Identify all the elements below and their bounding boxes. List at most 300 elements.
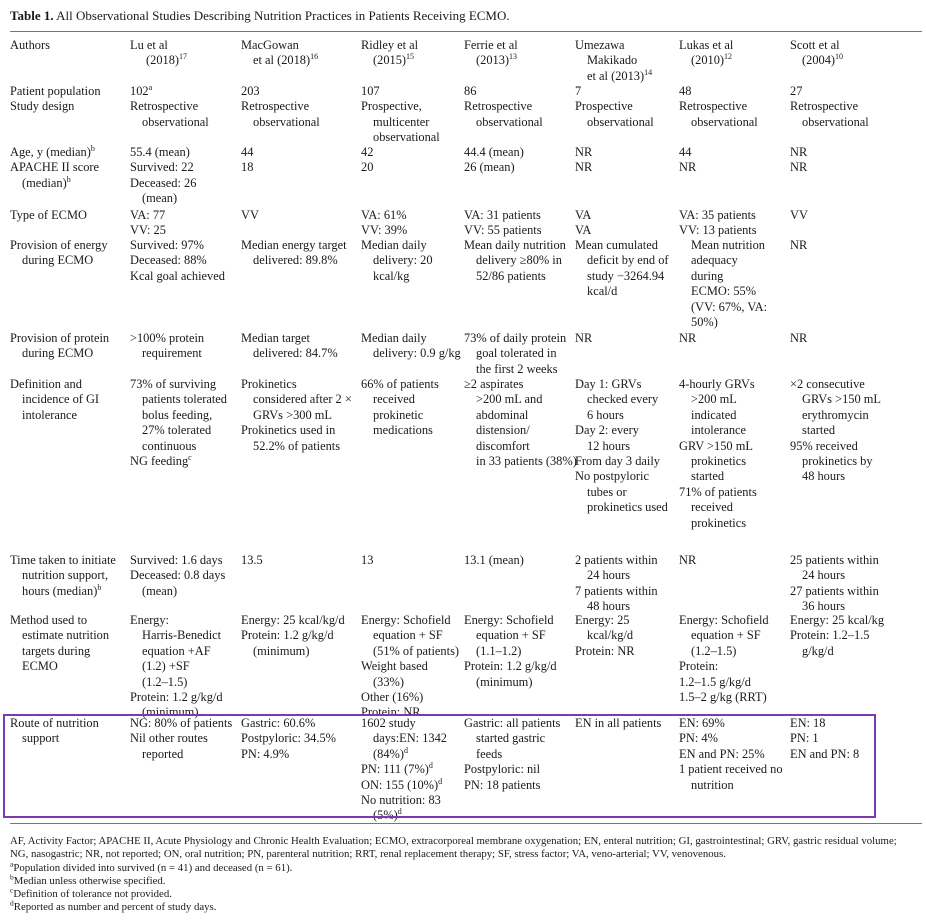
cell-line: NR (790, 160, 808, 175)
cell-line: observational (476, 114, 543, 129)
cell-line: Postpyloric: nil (464, 762, 541, 777)
cell-line: started (691, 469, 725, 484)
cell-line: 7 patients within (575, 583, 658, 598)
cell-line: et al $(2018)^{16}$ (253, 52, 319, 68)
footnote-abbreviations: AF, Activity Factor; APACHE II, Acute Physiology and Chronic Health Evaluation; ECMO, extracorporeal membrane oxygenation; EN, enteral nutrition; GI, gastrointestinal; GRV, gastric residual volume; NG, nasogastric; NR, not reported; ON, oral nutrition; PN, parenteral nutrition; RRT, renal replacement therapy; SF, stress factor; VA, veno-arterial; VV, venovenous. (10, 835, 897, 861)
cell-line: PN: 4.9% (241, 746, 290, 761)
cell-line: Postpyloric: 34.5% (241, 731, 336, 746)
cell-line: (median)$^b$ (22, 174, 71, 190)
row-label-ecmo-type (10, 208, 87, 223)
cell-line: targets during (22, 643, 91, 658)
cell-line: $(2013)^{13}$ (476, 52, 518, 68)
cell-line: NG feeding$^c$ (130, 452, 192, 469)
cell-energy-study-3 (361, 238, 433, 284)
cell-line: observational (373, 130, 440, 145)
cell-line: incidence of GI (22, 392, 100, 407)
cell-line: requirement (142, 346, 202, 361)
cell-line: observational (802, 114, 869, 129)
cell-line: VV: 13 patients (679, 223, 757, 238)
cell-line: Age, y (median)$^b$ (10, 143, 95, 159)
cell-target-method-study-4 (464, 613, 557, 690)
cell-line: Gastric: all patients (464, 716, 561, 730)
cell-line: PN: 4% (679, 731, 718, 746)
cell-line: ON: 155 $(10\%)^d$ (361, 776, 443, 792)
cell-line: Method used to (10, 613, 88, 627)
cell-line: No postpyloric (575, 469, 649, 484)
cell-line: (1.2–1.5) (691, 643, 737, 658)
cell-line: $(2004)^{10}$ (802, 52, 844, 68)
cell-line: Protein: NR (361, 705, 421, 720)
cell-line: medications (373, 423, 433, 438)
cell-line: (minimum) (253, 643, 310, 658)
cell-line: support (22, 731, 60, 746)
cell-line: intolerance (22, 407, 78, 422)
cell-line: PN: 18 patients (464, 777, 541, 792)
cell-line: feeds (476, 746, 503, 761)
cell-age-apache-study-7 (790, 145, 807, 176)
cell-line: 13.1 (mean) (464, 553, 524, 567)
cell-line: 48 (679, 84, 692, 98)
cell-line: (VV: 67%, VA: (691, 299, 768, 314)
cell-line: 203 (241, 84, 260, 98)
cell-line: ×2 consecutive (790, 377, 865, 391)
cell-line: Energy: (130, 613, 169, 627)
cell-line: EN: 69% (679, 716, 725, 730)
cell-authors-study-7 (790, 38, 843, 69)
cell-line: continuous (142, 438, 197, 453)
cell-line: 27 patients within (790, 583, 879, 598)
cell-line: Other (16%) (361, 690, 424, 705)
row-label-energy (10, 238, 108, 269)
footnote-note: $^d$Reported as number and percent of study days. (10, 898, 217, 914)
cell-line: nutrition (691, 777, 734, 792)
cell-line: APACHE II score (10, 160, 100, 175)
cell-line: Energy: 25 kcal/kg/d (241, 613, 345, 627)
cell-line: delivered: 84.7% (253, 346, 338, 361)
cell-line: prokinetics used (587, 500, 668, 515)
cell-gi-intolerance-study-4 (464, 377, 577, 469)
cell-line: Protein: 1.2 g/kg/d (241, 628, 334, 643)
cell-line: erythromycin (802, 407, 869, 422)
cell-line: Provision of protein (10, 331, 110, 345)
caption-label: Table 1. (10, 8, 54, 23)
cell-line: NR (575, 160, 593, 175)
cell-line: NR (790, 238, 808, 252)
cell-protein-study-6 (679, 331, 696, 346)
cell-gi-intolerance-study-3 (361, 377, 439, 439)
cell-line: 7 (575, 84, 582, 98)
cell-ecmo-type-study-1 (130, 208, 166, 239)
cell-line: Prokinetics (241, 377, 297, 391)
cell-line: adequacy (691, 253, 738, 268)
cell-line: NR (575, 331, 593, 345)
cell-line: 52/86 patients (476, 268, 546, 283)
cell-line: 42 (361, 145, 374, 159)
cell-line: 24 hours (802, 568, 846, 583)
cell-population-design-study-7 (790, 84, 869, 130)
cell-line: 107 (361, 84, 380, 98)
cell-line: Makikado (587, 53, 638, 68)
cell-gi-intolerance-study-6 (679, 377, 757, 531)
cell-line: (mean) (142, 191, 178, 206)
cell-line: Energy: 25 (575, 613, 630, 627)
cell-line: 44.4 (mean) (464, 145, 524, 159)
cell-line: VV: 25 (130, 223, 166, 238)
cell-line: $(2010)^{12}$ (691, 52, 733, 68)
cell-line: VV (790, 208, 808, 222)
cell-line: 44 (679, 145, 692, 159)
cell-line: 27% tolerated (142, 423, 212, 438)
cell-line: delivered: 89.8% (253, 253, 338, 268)
cell-line: Energy: Schofield (679, 613, 769, 627)
cell-time-to-initiate-study-7 (790, 553, 879, 615)
cell-line: From day 3 daily (575, 454, 661, 469)
cell-line: 52.2% of patients (253, 438, 341, 453)
cell-target-method-study-2 (241, 613, 345, 659)
cell-line: 55.4 (mean) (130, 145, 190, 159)
cell-line: hours (median)$^b$ (22, 582, 102, 598)
cell-line: Harris-Benedict (142, 628, 222, 643)
cell-line: checked every (587, 392, 659, 407)
cell-line: Retrospective (790, 99, 859, 114)
cell-line: 102$^a$ (130, 82, 153, 98)
cell-time-to-initiate-study-3 (361, 553, 373, 568)
cell-line: bolus feeding, (142, 407, 213, 422)
cell-line: Study design (10, 99, 75, 114)
cell-line: the first 2 weeks (476, 361, 558, 376)
cell-line: Protein: 1.2 g/kg/d (464, 659, 557, 674)
cell-line: multicenter (373, 114, 430, 129)
cell-population-design-study-6 (679, 84, 758, 130)
cell-ecmo-type-study-6 (679, 208, 757, 239)
cell-line: ECMO: 55% (691, 284, 757, 299)
row-label-population-design (10, 84, 101, 115)
cell-line: started gastric (476, 731, 546, 746)
cell-ecmo-type-study-2 (241, 208, 259, 223)
cell-line: equation +AF (142, 643, 211, 658)
cell-line: considered after 2 × (253, 392, 352, 407)
cell-line: (1.2) +SF (142, 659, 190, 674)
cell-line: Kcal goal achieved (130, 268, 225, 283)
cell-line: VA: 77 (130, 208, 166, 222)
cell-line: Time taken to initiate (10, 553, 116, 567)
cell-line: EN and PN: 8 (790, 746, 860, 761)
cell-line: in 33 patients (38%) (476, 454, 577, 469)
cell-population-design-study-4 (464, 84, 543, 130)
cell-ecmo-type-study-5 (575, 208, 591, 239)
cell-line: GRVs >150 mL (802, 392, 881, 407)
cell-authors-study-2 (241, 38, 318, 69)
route-row-highlight-box (3, 714, 876, 818)
footnote-note: $^a$Population divided into survived (n = 41) and deceased (n = 61). (10, 859, 293, 874)
cell-line: Prospective, (361, 99, 422, 114)
cell-line: NR (679, 331, 697, 345)
cell-line: Nil other routes (130, 731, 208, 746)
cell-line: Ferrie et al (464, 38, 518, 52)
cell-line: 26 (mean) (464, 160, 515, 175)
cell-line: equation + SF (691, 628, 761, 643)
cell-line: Protein: NR (575, 643, 635, 658)
cell-line: 66% of patients (361, 377, 439, 391)
cell-line: (33%) (373, 674, 404, 689)
cell-line: prokinetics by (802, 454, 873, 469)
cell-time-to-initiate-study-6 (679, 553, 696, 568)
cell-line: 12 hours (587, 438, 631, 453)
cell-line: Prokinetics used in (241, 423, 336, 438)
caption-text: All Observational Studies Describing Nutrition Practices in Patients Receiving ECMO. (56, 8, 510, 23)
cell-line: tubes or (587, 484, 627, 499)
cell-line: GRV >150 mL (679, 438, 753, 453)
cell-line: GRVs >300 mL (253, 407, 332, 422)
cell-line: Prospective (575, 99, 633, 114)
cell-line: received (691, 500, 733, 515)
cell-line: ≥2 aspirates (464, 377, 524, 391)
cell-line: equation + SF (476, 628, 546, 643)
cell-line: 6 hours (587, 407, 624, 422)
cell-line: >200 mL and (476, 392, 543, 407)
cell-authors-study-1 (130, 38, 187, 69)
cell-age-apache-study-1 (130, 145, 196, 207)
cell-line: $(2018)^{17}$ (146, 52, 188, 68)
cell-line: Day 1: GRVs (575, 377, 642, 391)
cell-line: Lukas et al (679, 38, 734, 52)
cell-line: Energy: Schofield (361, 613, 451, 627)
cell-target-method-study-1 (130, 613, 223, 721)
cell-protein-study-1 (130, 331, 204, 362)
cell-line: delivery: 0.9 g/kg (373, 346, 461, 361)
cell-line: abdominal (476, 407, 529, 422)
cell-gi-intolerance-study-7 (790, 377, 881, 485)
cell-line: 20 (361, 160, 374, 175)
cell-line: during ECMO (22, 253, 94, 268)
cell-line: observational (142, 114, 209, 129)
cell-line: EN: 18 (790, 716, 826, 730)
cell-time-to-initiate-study-1 (130, 553, 225, 599)
cell-population-design-study-1 (130, 84, 209, 130)
cell-line: observational (587, 114, 654, 129)
cell-line: 1.2–1.5 g/kg/d (679, 674, 751, 689)
cell-line: PN: 111 $(7\%)^d$ (361, 761, 433, 777)
cell-line: 71% of patients (679, 484, 757, 499)
cell-line: 86 (464, 84, 477, 98)
cell-energy-study-2 (241, 238, 347, 269)
cell-target-method-study-3 (361, 613, 459, 721)
cell-line: Route of nutrition (10, 716, 99, 730)
cell-line: Median daily (361, 238, 427, 252)
cell-line: kcal/kg/d (587, 628, 634, 643)
cell-line: 1.5–2 g/kg (RRT) (679, 690, 767, 705)
cell-age-apache-study-6 (679, 145, 696, 176)
cell-line: 13.5 (241, 553, 263, 567)
cell-line: 25 patients within (790, 553, 879, 567)
row-label-authors (10, 38, 50, 53)
cell-target-method-study-7 (790, 613, 884, 659)
row-label-time-to-initiate (10, 553, 116, 599)
cell-line: study −3264.94 (587, 268, 665, 283)
cell-line: NG: 80% of patients (130, 716, 233, 730)
footnote-note: $^b$Median unless otherwise specified. (10, 872, 166, 887)
cell-energy-study-4 (464, 238, 566, 284)
cell-line: Protein: (679, 659, 719, 674)
cell-authors-study-4 (464, 38, 518, 69)
cell-line: (51% of patients) (373, 643, 460, 658)
cell-line: Patient population (10, 84, 101, 98)
cell-line: $(84\%)^d$ (373, 745, 408, 761)
cell-line: prokinetic (373, 407, 424, 422)
cell-age-apache-study-5 (575, 145, 592, 176)
footnote-note: $^c$Definition of tolerance not provided. (10, 885, 172, 901)
cell-line: >200 mL (691, 392, 737, 407)
cell-line: VA: 61% (361, 208, 407, 222)
cell-gi-intolerance-study-1 (130, 377, 227, 469)
cell-line: Definition and (10, 377, 82, 391)
cell-line: Scott et al (790, 38, 840, 52)
cell-line: 18 (241, 160, 254, 175)
cell-age-apache-study-2 (241, 145, 253, 176)
cell-line: Median target (241, 331, 310, 345)
cell-line: Survived: 22 (130, 160, 194, 175)
cell-line: Provision of energy (10, 238, 108, 252)
cell-line: Survived: 97% (130, 238, 204, 252)
cell-time-to-initiate-study-5 (575, 553, 658, 615)
cell-energy-study-7 (790, 238, 807, 253)
cell-line: VA (575, 223, 592, 238)
cell-line: kcal/kg (373, 268, 410, 283)
cell-line: (mean) (142, 583, 178, 598)
cell-line: Deceased: 0.8 days (130, 568, 226, 583)
cell-line: PN: 1 (790, 731, 819, 746)
cell-line: EN in all patients (575, 716, 662, 730)
cell-line: Umezawa (575, 38, 625, 52)
cell-line: No nutrition: 83 (361, 793, 441, 808)
cell-line: delivery: 20 (373, 253, 433, 268)
cell-population-design-study-3 (361, 84, 440, 146)
cell-line: nutrition support, (22, 568, 109, 583)
cell-protein-study-7 (790, 331, 807, 346)
cell-line: 27 (790, 84, 803, 98)
cell-line: NR (790, 331, 808, 345)
table-footnotes (10, 835, 916, 915)
bottom-rule (10, 823, 922, 824)
cell-line: VV: 55 patients (464, 223, 542, 238)
cell-line: Lu et al (130, 38, 168, 52)
cell-target-method-study-6 (679, 613, 769, 705)
cell-energy-study-5 (575, 238, 669, 300)
cell-line: (1.1–1.2) (476, 643, 522, 658)
cell-line: Retrospective (241, 99, 310, 114)
cell-line: prokinetics (691, 454, 747, 469)
cell-line: MacGowan (241, 38, 299, 52)
cell-line: VA: 31 patients (464, 208, 541, 222)
cell-line: estimate nutrition (22, 628, 110, 643)
cell-line: 50%) (691, 315, 718, 330)
cell-line: Weight based (361, 659, 428, 674)
cell-line: Median energy target (241, 238, 347, 252)
cell-line: 13 (361, 553, 374, 567)
cell-energy-study-1 (130, 238, 225, 284)
cell-authors-study-3 (361, 38, 418, 69)
cell-line: g/kg/d (802, 643, 834, 658)
cell-line: (minimum) (476, 674, 533, 689)
cell-line: 1 patient received no (679, 762, 783, 777)
cell-time-to-initiate-study-2 (241, 553, 263, 568)
cell-line: Energy: 25 kcal/kg (790, 613, 885, 627)
cell-line: >100% protein (130, 331, 205, 345)
cell-line: received (373, 392, 415, 407)
cell-line: Retrospective (130, 99, 199, 114)
cell-line: intolerance (691, 423, 747, 438)
cell-authors-study-6 (679, 38, 733, 69)
cell-line: NR (790, 145, 808, 159)
cell-time-to-initiate-study-4 (464, 553, 524, 568)
cell-line: Mean nutrition (691, 238, 765, 252)
cell-line: Gastric: 60.6% (241, 716, 316, 730)
row-label-age-apache (10, 145, 99, 191)
cell-line: 73% of surviving (130, 377, 217, 391)
table-caption (10, 8, 510, 24)
row-label-gi-intolerance (10, 377, 99, 423)
cell-line: discomfort (476, 438, 530, 453)
cell-line: distension/ (476, 423, 530, 438)
cell-line: Authors (10, 38, 50, 52)
cell-protein-study-3 (361, 331, 461, 362)
cell-line: Retrospective (679, 99, 748, 114)
cell-line: $(5\%)^d$ (373, 807, 402, 823)
cell-line: observational (253, 114, 320, 129)
cell-line: 44 (241, 145, 254, 159)
cell-line: Ridley et al (361, 38, 419, 52)
row-label-protein (10, 331, 109, 362)
cell-line: ECMO (22, 659, 58, 674)
cell-line: Survived: 1.6 days (130, 553, 223, 567)
cell-energy-study-6 (679, 238, 767, 330)
cell-population-design-study-2 (241, 84, 320, 130)
cell-line: Mean daily nutrition (464, 238, 566, 252)
cell-protein-study-2 (241, 331, 338, 362)
cell-line: Deceased: 88% (130, 253, 207, 268)
cell-line: VA (575, 208, 592, 222)
cell-line: NR (679, 553, 697, 567)
cell-line: Day 2: every (575, 423, 639, 438)
cell-line: days:EN: 1342 (373, 731, 447, 746)
cell-line: Type of ECMO (10, 208, 87, 222)
cell-line: 36 hours (802, 599, 846, 614)
cell-line: Deceased: 26 (130, 175, 197, 190)
cell-age-apache-study-4 (464, 145, 524, 176)
cell-line: et al $(2013)^{14}$ (587, 67, 653, 83)
cell-line: Retrospective (464, 99, 533, 114)
cell-line: goal tolerated in (476, 346, 557, 361)
row-label-target-method (10, 613, 109, 675)
cell-gi-intolerance-study-2 (241, 377, 352, 454)
cell-protein-study-5 (575, 331, 592, 346)
cell-line: kcal/d (587, 284, 618, 299)
cell-line: 1602 study (361, 716, 416, 730)
cell-line: prokinetics (691, 515, 747, 530)
cell-line: $(2015)^{15}$ (373, 52, 415, 68)
cell-line: Protein: 1.2–1.5 (790, 628, 870, 643)
cell-ecmo-type-study-3 (361, 208, 407, 239)
cell-line: 73% of daily protein (464, 331, 567, 345)
cell-line: Protein: 1.2 g/kg/d (130, 690, 223, 705)
cell-line: delivery ≥80% in (476, 253, 562, 268)
cell-line: Mean cumulated (575, 238, 658, 252)
cell-line: 48 hours (587, 599, 631, 614)
cell-line: VV: 39% (361, 223, 408, 238)
cell-ecmo-type-study-7 (790, 208, 808, 223)
cell-line: VV (241, 208, 259, 222)
cell-line: (minimum) (142, 705, 199, 720)
